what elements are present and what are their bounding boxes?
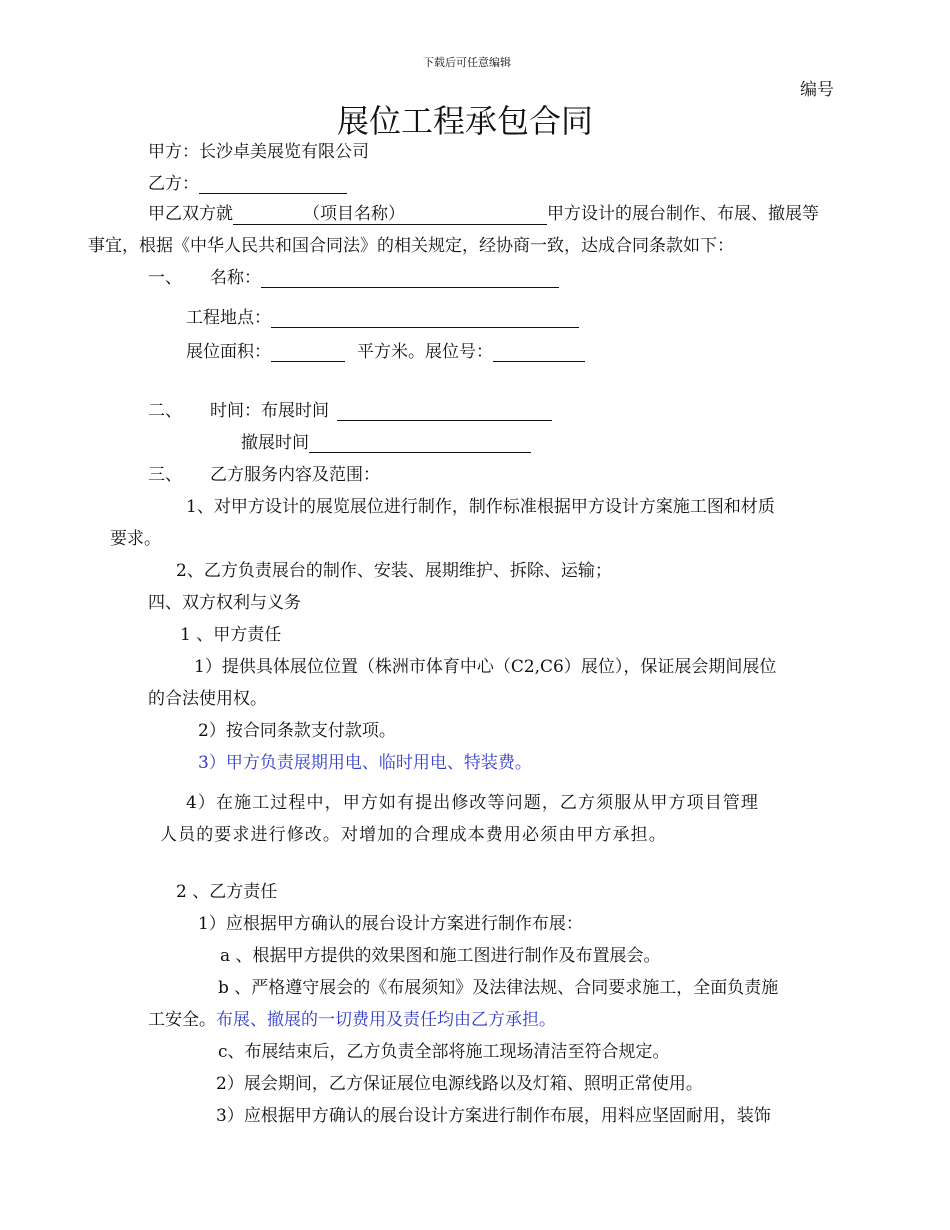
teardown-time-label: 撤展时间 [241,433,309,453]
teardown-time-blank [309,433,531,453]
party-b-duty1b-blue: 布展、撤展的一切费用及责任均由乙方承担。 [216,1010,556,1030]
page-title: 展位工程承包合同 [337,102,594,140]
section3-item2: 2、乙方负责展台的制作、安装、展期维护、拆除、运输； [176,561,612,581]
name-label: 名称： [210,268,261,288]
area-row [186,342,585,362]
party-b-duty1b-line1: b 、严格遵守展会的《布展须知》及法律法规、合同要求施工，全面负责施 [218,978,779,998]
section4-heading: 四、双方权利与义务 [148,593,301,613]
setup-time-row [210,401,552,421]
location-row [186,308,579,328]
setup-time-label: 时间：布展时间 [210,401,329,421]
party-a-duty1-line2: 的合法使用权。 [148,689,267,709]
location-label: 工程地点： [186,308,271,328]
section1-name [210,268,559,288]
party-a-duties-heading: 1 、甲方责任 [180,625,282,645]
area-unit: 平方米。展位号： [357,342,493,362]
area-blank [271,342,345,362]
party-b-label: 乙方： [148,174,199,194]
party-a-duty3: 3）甲方负责展期用电、临时用电、特装费。 [198,753,532,773]
party-b-duty1: 1）应根据甲方确认的展台设计方案进行制作布展： [198,914,583,934]
location-blank [271,308,579,328]
party-a-duty1-line1: 1）提供具体展位位置（株洲市体育中心（C2,C6）展位），保证展会期间展位 [194,657,777,677]
intro-line1 [148,204,819,225]
project-name-blank [233,204,547,225]
party-a-duty4-line2: 人员的要求进行修改。对增加的合理成本费用必须由甲方承担。 [160,825,667,845]
area-label: 展位面积： [186,342,271,362]
party-a-duty2: 2）按合同条款支付款项。 [198,721,396,741]
doc-number-label: 编号 [800,80,834,100]
section3-heading: 乙方服务内容及范围： [210,465,380,485]
header-note: 下载后可任意编辑 [423,56,511,69]
party-b [148,174,347,194]
party-b-blank [199,174,347,194]
intro-prefix: 甲乙双方就 [148,204,233,224]
section3-item1-line1: 1、对甲方设计的展览展位进行制作，制作标准根据甲方设计方案施工图和材质 [186,497,775,517]
project-name-placeholder: （项目名称） [303,204,405,224]
section3-item1-line2: 要求。 [110,529,161,549]
section3-num: 三、 [148,465,182,485]
party-b-duty1b-black: 工安全。 [148,1010,216,1030]
section2-num: 二、 [148,401,182,421]
party-b-duty2: 2）展会期间，乙方保证展位电源线路以及灯箱、照明正常使用。 [216,1074,703,1094]
party-b-duty1c: c、布展结束后，乙方负责全部将施工现场清洁至符合规定。 [218,1042,670,1062]
party-a: 甲方：长沙卓美展览有限公司 [148,142,369,162]
party-b-duty1a: a 、根据甲方提供的效果图和施工图进行制作及布置展会。 [220,946,661,966]
teardown-time-row [241,433,531,453]
party-b-duties-heading: 2 、乙方责任 [176,882,278,902]
name-blank [261,268,559,288]
booth-number-blank [493,342,585,362]
setup-time-blank [337,401,552,421]
intro-line2: 事宜，根据《中华人民共和国合同法》的相关规定，经协商一致，达成合同条款如下： [88,236,734,256]
section1-num: 一、 [148,268,182,288]
intro-suffix: 甲方设计的展台制作、布展、撤展等 [547,204,819,224]
party-a-duty4-line1: 4）在施工过程中，甲方如有提出修改等问题，乙方须服从甲方项目管理 [186,793,760,813]
party-b-duty3: 3）应根据甲方确认的展台设计方案进行制作布展，用料应坚固耐用，装饰 [216,1106,771,1126]
party-b-duty1b-line2 [148,1010,556,1030]
